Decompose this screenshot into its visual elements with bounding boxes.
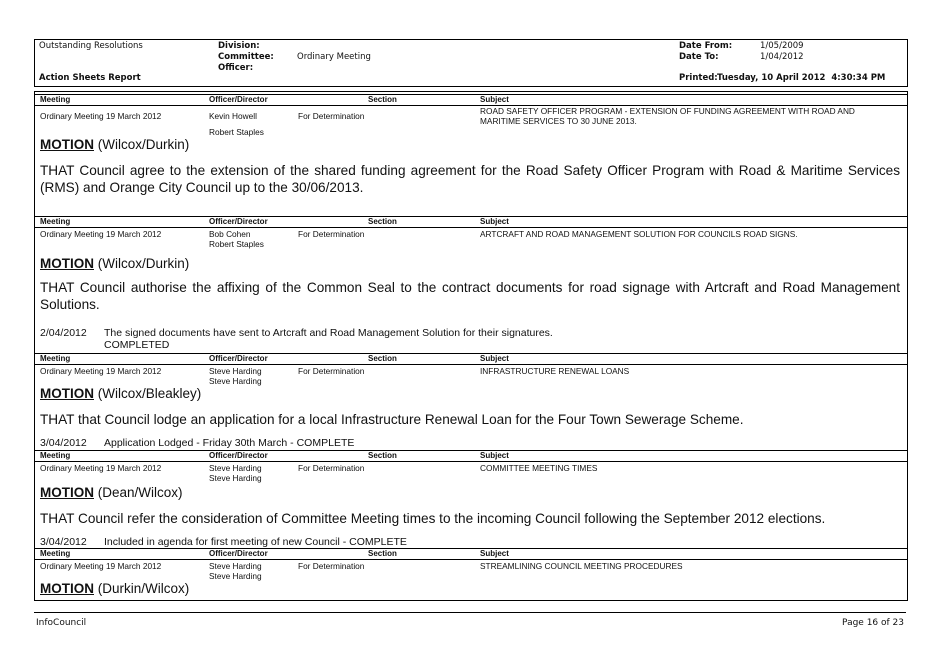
subject-line: INFRASTRUCTURE RENEWAL LOANS [480, 366, 630, 376]
meeting-name: Ordinary Meeting 19 March 2012 [40, 463, 162, 473]
subject-line: ROAD SAFETY OFFICER PROGRAM - EXTENSION OF FUNDING AGREEMENT WITH ROAD AND [480, 106, 855, 116]
motion-heading [40, 256, 189, 271]
action-note-continued [40, 339, 169, 351]
action-note [40, 536, 407, 548]
date-to-label: Date To: [679, 52, 719, 62]
printed-label: Printed: [679, 73, 718, 83]
report-header [34, 39, 908, 87]
col-officer: Officer/Director [209, 354, 268, 363]
resolution-text: THAT that Council lodge an application for a local Infrastructure Renewal Loan for the Four Town Sewerage Scheme. [40, 412, 744, 427]
date-from-value: 1/05/2009 [760, 41, 804, 51]
director-name: Steve Harding [209, 571, 262, 581]
col-officer: Officer/Director [209, 451, 268, 460]
section-name: For Determination [298, 366, 365, 376]
col-meeting: Meeting [40, 95, 71, 104]
action-item [35, 353, 907, 451]
action-note [40, 437, 354, 449]
motion-movers: (Durkin/Wilcox) [97, 581, 190, 596]
col-subject: Subject [480, 95, 509, 104]
resolution-text: THAT Council authorise the affixing of the Common Seal to the contract documents for road signage with Artcraft and Road Management Solutions. [40, 280, 900, 312]
col-subject: Subject [480, 217, 509, 226]
motion-word: MOTION [40, 386, 94, 401]
col-subject: Subject [480, 549, 509, 558]
motion-movers: (Dean/Wilcox) [97, 485, 183, 500]
motion-movers: (Wilcox/Bleakley) [97, 386, 202, 401]
officer-name: Steve Harding [209, 366, 262, 376]
note-date: 2/04/2012 [40, 327, 87, 339]
footer-divider [34, 612, 906, 613]
motion-movers: (Wilcox/Durkin) [97, 137, 190, 152]
meeting-name: Ordinary Meeting 19 March 2012 [40, 366, 162, 376]
action-item [35, 450, 907, 548]
committee-label: Committee: [218, 52, 274, 62]
action-item [35, 216, 907, 354]
action-sheets [34, 91, 908, 601]
officer-name: Steve Harding [209, 561, 262, 571]
section-name: For Determination [298, 229, 365, 239]
column-header-row [35, 548, 907, 560]
page-number: Page 16 of 23 [842, 618, 904, 628]
motion-word: MOTION [40, 256, 94, 271]
column-header-row [35, 353, 907, 365]
motion-word: MOTION [40, 581, 94, 596]
footer-system-name: InfoCouncil [36, 618, 87, 628]
note-date: 3/04/2012 [40, 437, 87, 449]
report-name: Action Sheets Report [39, 73, 141, 83]
col-subject: Subject [480, 354, 509, 363]
col-section: Section [368, 451, 397, 460]
col-meeting: Meeting [40, 217, 71, 226]
meeting-name: Ordinary Meeting 19 March 2012 [40, 561, 162, 571]
committee-value: Ordinary Meeting [297, 52, 371, 62]
date-to-value: 1/04/2012 [760, 52, 804, 62]
officer-name: Bob Cohen [209, 229, 251, 239]
note-date: 3/04/2012 [40, 536, 87, 548]
column-header-row [35, 450, 907, 462]
director-name: Steve Harding [209, 473, 262, 483]
column-header-row [35, 216, 907, 228]
section-name: For Determination [298, 111, 365, 121]
motion-heading [40, 386, 201, 401]
director-name: Steve Harding [209, 376, 262, 386]
col-meeting: Meeting [40, 451, 71, 460]
col-meeting: Meeting [40, 354, 71, 363]
officer-label: Officer: [218, 63, 254, 73]
report-type: Outstanding Resolutions [39, 41, 143, 51]
action-note [40, 327, 553, 339]
col-section: Section [368, 354, 397, 363]
motion-heading [40, 485, 183, 500]
resolution-text: THAT Council agree to the extension of the shared funding agreement for the Road Safety Officer Program with Road & Maritime Services (RMS) and Orange City Council up to the 30/06/2013. [40, 163, 900, 195]
column-header-row [35, 94, 907, 106]
col-section: Section [368, 549, 397, 558]
note-text: The signed documents have sent to Artcraft and Road Management Solution for their signatures. [104, 327, 553, 339]
col-officer: Officer/Director [209, 95, 268, 104]
section-name: For Determination [298, 463, 365, 473]
col-officer: Officer/Director [209, 217, 268, 226]
date-from-label: Date From: [679, 41, 733, 51]
printed-value: Tuesday, 10 April 2012 4:30:34 PM [717, 73, 886, 83]
officer-name: Steve Harding [209, 463, 262, 473]
motion-heading [40, 137, 189, 152]
officer-name: Kevin Howell [209, 111, 257, 121]
col-section: Section [368, 217, 397, 226]
note-status: COMPLETED [104, 339, 170, 351]
motion-movers: (Wilcox/Durkin) [97, 256, 190, 271]
col-subject: Subject [480, 451, 509, 460]
subject-line: COMMITTEE MEETING TIMES [480, 463, 598, 473]
subject-line: MARITIME SERVICES TO 30 JUNE 2013. [480, 116, 637, 126]
subject-line: STREAMLINING COUNCIL MEETING PROCEDURES [480, 561, 683, 571]
note-text: Application Lodged - Friday 30th March - COMPLETE [104, 437, 355, 449]
section-name: For Determination [298, 561, 365, 571]
action-item [35, 548, 907, 600]
director-name: Robert Staples [209, 239, 264, 249]
director-name: Robert Staples [209, 127, 264, 137]
action-item [35, 92, 907, 216]
note-text: Included in agenda for first meeting of new Council - COMPLETE [104, 536, 407, 548]
col-meeting: Meeting [40, 549, 71, 558]
motion-word: MOTION [40, 485, 94, 500]
motion-heading [40, 581, 189, 596]
division-label: Division: [218, 41, 260, 51]
col-officer: Officer/Director [209, 549, 268, 558]
meeting-name: Ordinary Meeting 19 March 2012 [40, 111, 162, 121]
subject-line: ARTCRAFT AND ROAD MANAGEMENT SOLUTION FOR COUNCILS ROAD SIGNS. [480, 229, 798, 239]
col-section: Section [368, 95, 397, 104]
meeting-name: Ordinary Meeting 19 March 2012 [40, 229, 162, 239]
resolution-text: THAT Council refer the consideration of Committee Meeting times to the incoming Council following the September 2012 elections. [40, 511, 826, 526]
motion-word: MOTION [40, 137, 94, 152]
